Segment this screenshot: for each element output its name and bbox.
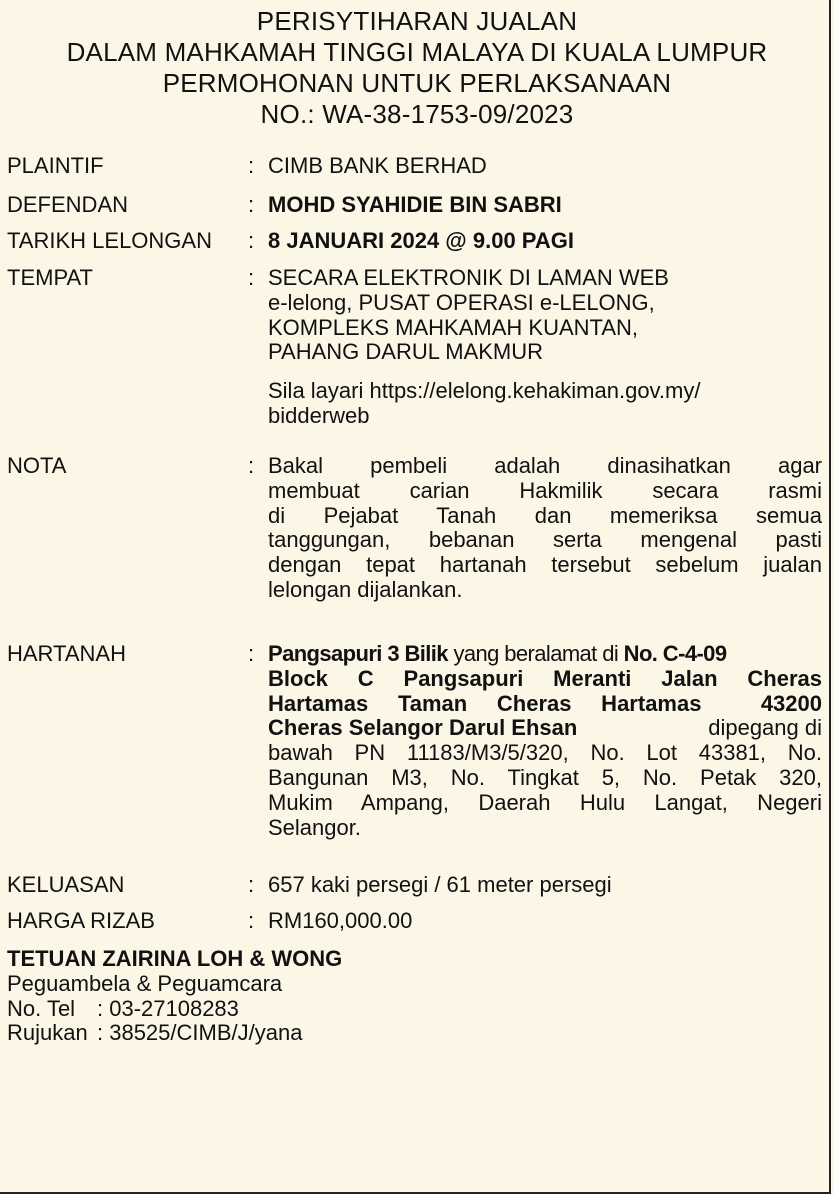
plaintif-label: PLAINTIF: [7, 153, 104, 178]
hartanah-tenure: dipegang di: [708, 715, 822, 741]
nota-line: di Pejabat Tanah dan memeriksa semua: [268, 502, 822, 528]
tarikh-label: TARIKH LELONGAN: [7, 228, 212, 253]
notice-title: [0, 6, 834, 130]
address-intro: yang beralamat di: [447, 641, 624, 666]
hartanah-line: [268, 642, 822, 667]
tempat-website-note: bidderweb: [268, 402, 370, 428]
tarikh-value: 8 JANUARI 2024 @ 9.00 PAGI: [268, 228, 574, 253]
title-line-3: PERMOHONAN UNTUK PERLAKSANAAN: [162, 68, 672, 98]
harga-label: HARGA RIZAB: [7, 908, 155, 933]
case-number: NO.: WA-38-1753-09/2023: [260, 99, 574, 129]
colon: :: [248, 453, 255, 478]
keluasan-value: 657 kaki persegi / 61 meter persegi: [268, 872, 612, 897]
tempat-line: PAHANG DARUL MAKMUR: [268, 339, 544, 365]
nota-line: lelongan dijalankan.: [268, 576, 463, 602]
tempat-label: TEMPAT: [7, 265, 93, 290]
firm-name: TETUAN ZAIRINA LOH & WONG: [7, 946, 343, 971]
tempat-line: e-lelong, PUSAT OPERASI e-LELONG,: [268, 289, 655, 315]
colon: :: [248, 872, 255, 897]
nota-line: tanggungan, bebanan serta mengenal pasti: [268, 527, 822, 553]
nota-line: Bakal pembeli adalah dinasihatkan agar: [268, 453, 822, 478]
tempat-line: SECARA ELEKTRONIK DI LAMAN WEB: [268, 265, 669, 290]
harga-value: RM160,000.00: [268, 908, 413, 933]
colon: :: [248, 192, 255, 217]
unit-number: No. C-4-09: [623, 641, 727, 666]
title-line-1: PERISYTIHARAN JUALAN: [256, 6, 578, 36]
hartanah-address-line: Hartamas Taman Cheras Hartamas 43200: [268, 690, 822, 716]
tel-value: : 03-27108283: [97, 995, 239, 1021]
nota-label: NOTA: [7, 453, 67, 478]
hartanah-line: [268, 716, 822, 741]
tel-label: No. Tel: [7, 995, 76, 1021]
plaintif-value: CIMB BANK BERHAD: [268, 153, 487, 178]
hartanah-line: Bangunan M3, No. Tingkat 5, No. Petak 320,: [268, 764, 822, 790]
nota-line: membuat carian Hakmilik secara rasmi: [268, 477, 822, 503]
hartanah-address-end: Cheras Selangor Darul Ehsan: [268, 715, 578, 741]
hartanah-value: [268, 642, 822, 840]
hartanah-address-line: Block C Pangsapuri Meranti Jalan Cheras: [268, 665, 822, 691]
colon: :: [248, 908, 255, 933]
ref-row: [7, 1021, 342, 1046]
ref-value: : 38525/CIMB/J/yana: [97, 1020, 303, 1046]
colon: :: [248, 641, 255, 666]
nota-value: [268, 454, 822, 603]
law-firm-block: [7, 947, 342, 1046]
colon: :: [248, 228, 255, 253]
hartanah-line: bawah PN 11183/M3/5/320, No. Lot 43381, No.: [268, 740, 822, 766]
firm-role: Peguambela & Peguamcara: [7, 970, 283, 996]
title-line-2: DALAM MAHKAMAH TINGGI MALAYA DI KUALA LUMPUR: [66, 37, 768, 67]
unit-type: Pangsapuri 3 Bilik: [268, 641, 448, 666]
nota-line: dengan tepat hartanah tersebut sebelum jualan: [268, 552, 822, 578]
hartanah-line: Selangor.: [268, 814, 361, 840]
tempat-website-note: Sila layari https://elelong.kehakiman.gov.my/: [268, 378, 701, 404]
defendan-label: DEFENDAN: [7, 192, 129, 217]
defendan-value: MOHD SYAHIDIE BIN SABRI: [268, 192, 562, 217]
colon: :: [248, 153, 255, 178]
hartanah-label: HARTANAH: [7, 641, 126, 666]
keluasan-label: KELUASAN: [7, 872, 125, 897]
hartanah-line: Mukim Ampang, Daerah Hulu Langat, Negeri: [268, 789, 822, 815]
ref-label: Rujukan: [7, 1020, 88, 1046]
tempat-line: KOMPLEKS MAHKAMAH KUANTAN,: [268, 314, 638, 340]
tempat-value: [268, 266, 822, 429]
colon: :: [248, 265, 255, 290]
tel-row: [7, 997, 342, 1022]
